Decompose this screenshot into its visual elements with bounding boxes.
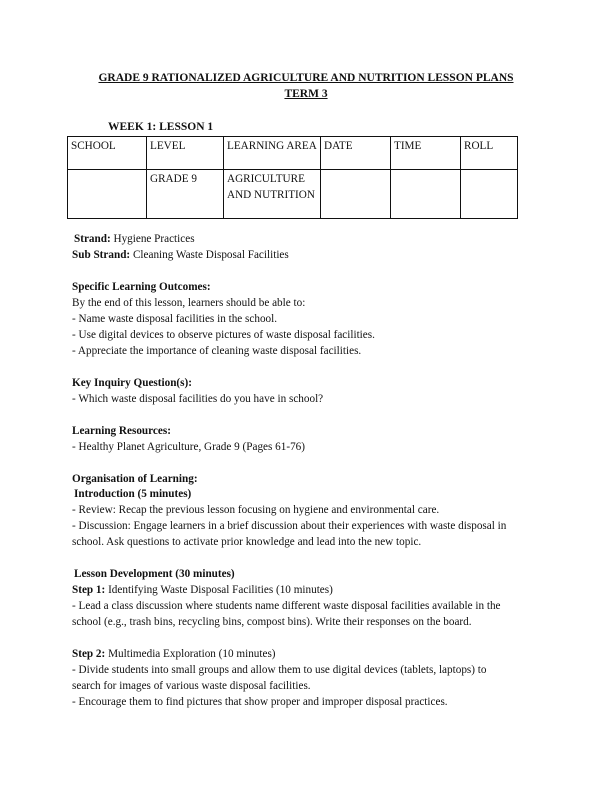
- sub-strand-label: Sub Strand:: [72, 249, 131, 261]
- table-cell: [68, 170, 147, 219]
- text-line: - Discussion: Engage learners in a brief discussion about their experiences with waste disposal in: [72, 520, 507, 532]
- sub-strand-value: Cleaning Waste Disposal Facilities: [130, 249, 289, 261]
- table-header: LEARNING AREA: [224, 137, 321, 170]
- strand-label: Strand:: [74, 233, 111, 245]
- list-item: - Use digital devices to observe pictures of waste disposal facilities.: [72, 329, 375, 341]
- table-header: ROLL: [461, 137, 518, 170]
- organisation-heading: Organisation of Learning:: [72, 473, 198, 485]
- strand: [74, 231, 195, 247]
- text-line: - Lead a class discussion where students name different waste disposal facilities available in the: [72, 600, 501, 612]
- strand-value: Hygiene Practices: [110, 233, 195, 245]
- table-header: LEVEL: [147, 137, 224, 170]
- table-cell: GRADE 9: [147, 170, 224, 219]
- lesson-info-table: [67, 136, 518, 219]
- text-line: - Review: Recap the previous lesson focusing on hygiene and environmental care.: [72, 504, 440, 516]
- table-header: DATE: [321, 137, 391, 170]
- outcomes-heading: Specific Learning Outcomes:: [72, 281, 211, 293]
- inquiry-heading: Key Inquiry Question(s):: [72, 377, 192, 389]
- text-line: - Encourage them to find pictures that show proper and improper disposal practices.: [72, 696, 448, 708]
- list-item: - Name waste disposal facilities in the school.: [72, 313, 278, 325]
- table-header-row: [68, 137, 518, 170]
- text-line: - Divide students into small groups and allow them to use digital devices (tablets, laptops) to: [72, 664, 487, 676]
- resources-heading: Learning Resources:: [72, 425, 171, 437]
- list-item: - Healthy Planet Agriculture, Grade 9 (Pages 61-76): [72, 441, 306, 453]
- step-2: Step 2: Multimedia Exploration (10 minutes): [72, 648, 276, 660]
- table-cell: [321, 170, 391, 219]
- text-line: school (e.g., trash bins, recycling bins, compost bins). Write their responses on the board.: [72, 616, 472, 628]
- list-item: - Appreciate the importance of cleaning waste disposal facilities.: [72, 345, 362, 357]
- table-header: TIME: [391, 137, 461, 170]
- week-heading: WEEK 1: LESSON 1: [108, 121, 214, 133]
- development-heading: Lesson Development (30 minutes): [74, 568, 235, 580]
- text-line: search for images of various waste disposal facilities.: [72, 680, 311, 692]
- sub-strand: [72, 247, 289, 263]
- outcomes-intro: By the end of this lesson, learners should be able to:: [72, 297, 306, 309]
- list-item: - Which waste disposal facilities do you have in school?: [72, 393, 324, 405]
- table-cell: AGRICULTURE AND NUTRITION: [224, 170, 321, 219]
- table-header: SCHOOL: [68, 137, 147, 170]
- introduction-heading: Introduction (5 minutes): [74, 488, 192, 500]
- table-row: [68, 170, 518, 219]
- document-title: GRADE 9 RATIONALIZED AGRICULTURE AND NUTRITION LESSON PLANS: [98, 72, 514, 84]
- table-cell: [391, 170, 461, 219]
- document-term: TERM 3: [284, 88, 328, 100]
- table-cell: [461, 170, 518, 219]
- text-line: school. Ask questions to activate prior knowledge and lead into the new topic.: [72, 536, 422, 548]
- step-1: Step 1: Identifying Waste Disposal Facilities (10 minutes): [72, 584, 333, 596]
